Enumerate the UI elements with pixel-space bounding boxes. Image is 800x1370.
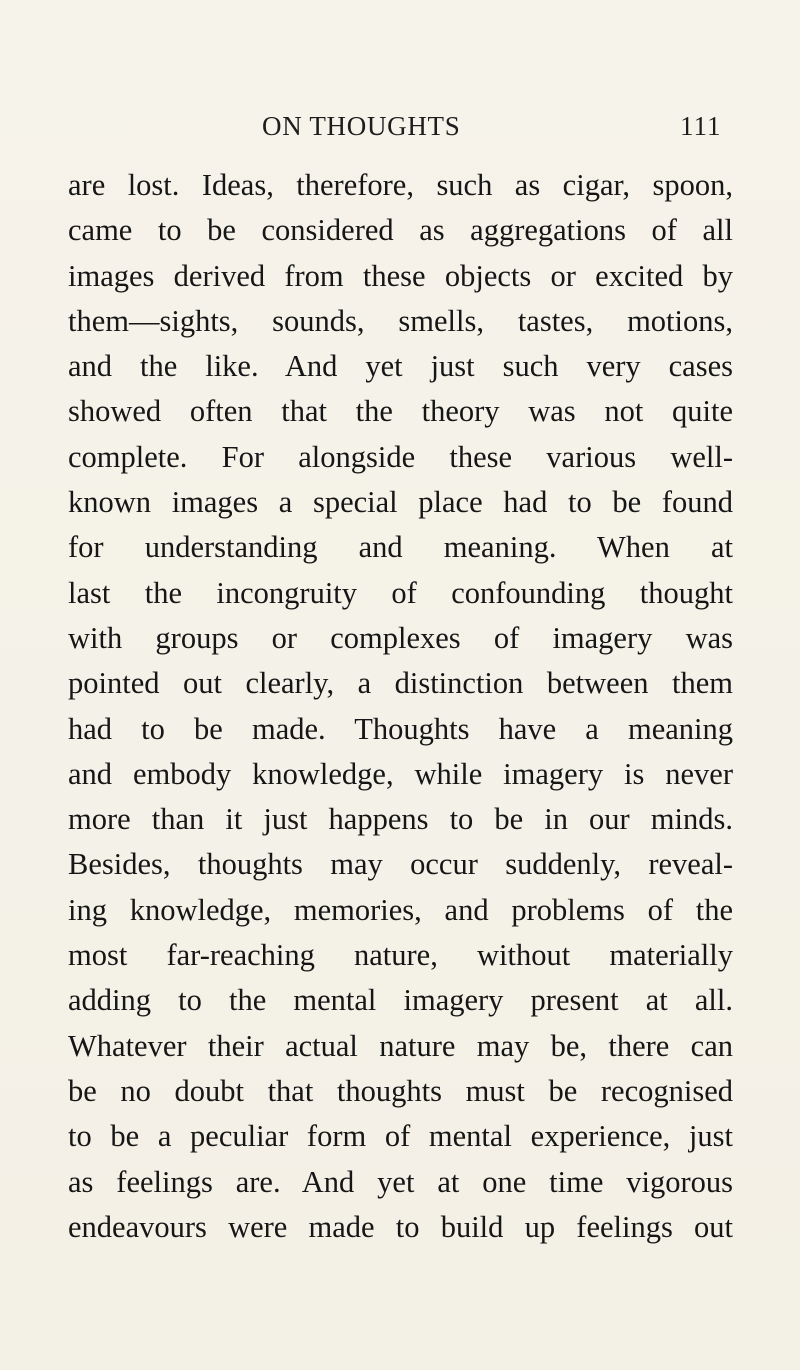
text-line: Besides, thoughts may occur suddenly, reveal- [68,847,733,882]
text-line: more than it just happens to be in our minds. [68,802,733,837]
text-line: Whatever their actual nature may be, there can [68,1028,733,1063]
text-line: and the like. And yet just such very cases [68,349,733,384]
running-head [0,111,800,151]
text-line: showed often that the theory was not quite [68,394,733,429]
text-line: and embody knowledge, while imagery is never [68,756,733,791]
text-line: ing knowledge, memories, and problems of the [68,892,733,927]
text-line: adding to the mental imagery present at all. [68,983,733,1018]
text-line: complete. For alongside these various well- [68,439,733,474]
text-line: came to be considered as aggregations of all [68,213,733,248]
text-line: most far-reaching nature, without materially [68,938,733,973]
text-line: endeavours were made to build up feelings out [68,1209,733,1244]
text-line: for understanding and meaning. When at [68,530,733,565]
text-line: pointed out clearly, a distinction between them [68,666,733,701]
text-line: as feelings are. And yet at one time vigorous [68,1164,733,1199]
text-line: last the incongruity of confounding thought [68,575,733,610]
text-line: are lost. Ideas, therefore, such as cigar, spoon, [68,168,733,202]
text-line: be no doubt that thoughts must be recognised [68,1073,733,1108]
text-line: images derived from these objects or excited by [68,258,733,293]
text-line: with groups or complexes of imagery was [68,620,733,655]
text-line: had to be made. Thoughts have a meaning [68,711,733,746]
body-text [68,163,733,1250]
page-number: 111 [680,111,722,141]
text-line: known images a special place had to be found [68,485,733,520]
running-title: ON THOUGHTS [262,111,461,141]
text-line: them—sights, sounds, smells, tastes, motions, [68,303,733,338]
text-line: to be a peculiar form of mental experience, just [68,1119,733,1154]
